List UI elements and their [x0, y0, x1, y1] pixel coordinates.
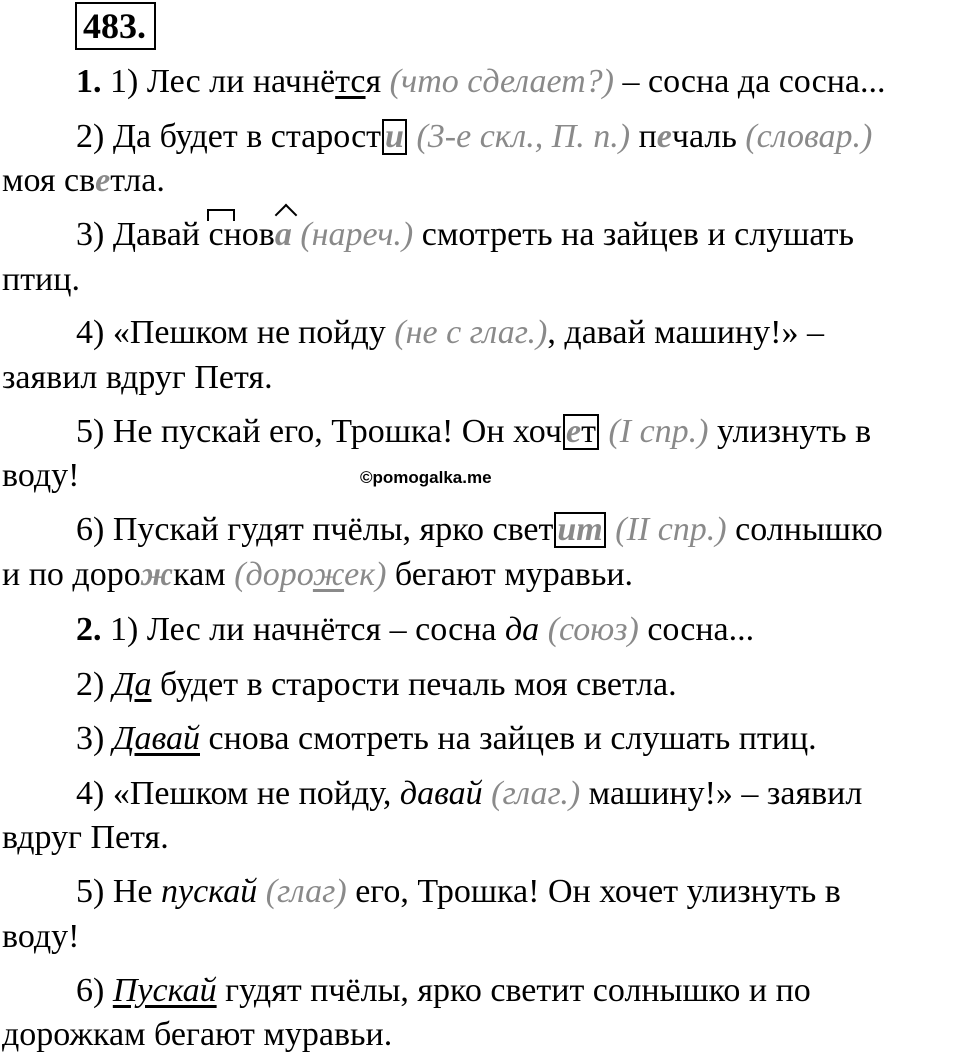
text: «Пешком не: [112, 314, 291, 351]
hint: (глаг.): [491, 775, 581, 812]
text: смотреть на зайцев и слушать: [421, 216, 854, 253]
part1-item3-line1: [76, 215, 854, 255]
underlined-word: Пускай: [112, 972, 217, 1009]
text: солнышко: [735, 511, 883, 548]
hint: (II спр.): [615, 511, 727, 548]
text: я: [365, 63, 382, 100]
text: птиц.: [2, 261, 80, 298]
text: кам: [173, 556, 226, 593]
text: Давай: [112, 216, 201, 253]
text: дорожкам бегают муравьи.: [2, 1016, 393, 1053]
text: снова смотреть на зайцев и слушать птиц.: [208, 720, 817, 757]
part1-label: 1.: [76, 63, 102, 100]
part2-item6-line1: [76, 971, 811, 1011]
hint-text: (доро: [234, 556, 313, 593]
text: Да будет в старост: [112, 118, 382, 155]
item-number: 5): [76, 413, 105, 450]
hint: (глаг): [265, 873, 347, 910]
root-text: снов: [208, 216, 275, 253]
hint-underlined: ж: [312, 556, 345, 593]
part2-item4-line2: [2, 818, 169, 858]
hint-text: ек): [344, 556, 387, 593]
item-number: 4): [76, 314, 105, 351]
orthogram: е: [565, 413, 582, 450]
item-number: 6): [76, 972, 105, 1009]
item-number: 2): [76, 118, 105, 155]
part1-item2-line2: [2, 161, 165, 201]
text: чаль: [671, 118, 737, 155]
part2-label: 2.: [76, 611, 102, 648]
text: Лес ли начнё: [146, 63, 336, 100]
watermark: ©pomogalka.me: [360, 468, 492, 487]
hint: (словар.): [745, 118, 873, 155]
exercise-number: 483.: [75, 2, 156, 50]
boxed-ending: и: [382, 119, 407, 155]
hint: (3-е скл., П. п.): [416, 118, 631, 155]
italic-word: давай: [399, 775, 483, 812]
text: Лес ли начнётся – сосна: [146, 611, 497, 648]
root-mark: [209, 215, 275, 255]
hint: (I спр.): [608, 413, 709, 450]
hint: (нареч.): [300, 216, 414, 253]
hint: (что сделает?): [389, 63, 614, 100]
part2-item5-line2: [2, 917, 79, 957]
text: воду!: [2, 918, 80, 955]
item-number: 5): [76, 873, 105, 910]
text: п: [638, 118, 657, 155]
hint: (не с глаг.): [394, 314, 548, 351]
part2-item2: [76, 665, 677, 705]
text: Пускай гудят пчёлы, ярко свет: [112, 511, 554, 548]
part1-item6-line1: [76, 510, 883, 550]
orthogram: е: [95, 162, 111, 199]
hint: (союз): [547, 611, 639, 648]
text: вдруг Петя.: [2, 819, 169, 856]
item-number: 6): [76, 511, 105, 548]
part2-item3: [76, 719, 817, 759]
text: «Пешком не пойду,: [112, 775, 392, 812]
italic-word: пускай: [160, 873, 258, 910]
text: сосна...: [647, 611, 755, 648]
text: машину!» – заявил: [588, 775, 863, 812]
item-number: 4): [76, 775, 105, 812]
underlined-ending: тс: [335, 63, 366, 100]
text: воду!: [2, 457, 80, 494]
part1-item1: [76, 62, 886, 102]
underlined-word: Да: [112, 666, 152, 703]
part2-item4-line1: [76, 774, 862, 814]
part1-item6-line2: [2, 555, 633, 595]
suffix-mark: а: [274, 216, 292, 253]
hint: [234, 556, 386, 593]
part1-item4-line2: [2, 358, 273, 398]
text: улизнуть в: [717, 413, 872, 450]
part2-item1: [76, 610, 754, 650]
text: заявил вдруг Петя.: [2, 359, 273, 396]
underlined-word: Давай: [112, 720, 200, 757]
item-number: 2): [76, 666, 105, 703]
item-number: 3): [76, 216, 105, 253]
boxed-ending: [563, 414, 599, 450]
text: гудят пчёлы, ярко светит солнышко и по: [225, 972, 811, 1009]
part1-item5-line1: [76, 412, 871, 452]
part1-item2-line1: [76, 117, 872, 157]
orthogram: ж: [140, 556, 174, 593]
part1-item5-line2: [2, 456, 79, 496]
orthogram: е: [656, 118, 672, 155]
text: Не пускай его, Трошка! Он хоч: [112, 413, 562, 450]
text: , давай машину!» –: [547, 314, 824, 351]
text: и по доро: [2, 556, 141, 593]
boxed-ending: ит: [554, 512, 605, 548]
text: – сосна да сосна...: [622, 63, 886, 100]
part1-item4-line1: [76, 313, 824, 353]
root-arc-icon: [207, 209, 235, 221]
part2-item6-line2: [2, 1015, 392, 1055]
text: пойду: [298, 314, 386, 351]
text: его, Трошка! Он хочет улизнуть в: [355, 873, 841, 910]
part1-item3-line2: [2, 260, 80, 300]
italic-word: да: [504, 611, 540, 648]
text: т: [581, 413, 596, 450]
item-number: 1): [110, 611, 139, 648]
part2-item5-line1: [76, 872, 841, 912]
text: бегают муравьи.: [394, 556, 634, 593]
text: Не: [112, 873, 153, 910]
text: тла.: [110, 162, 165, 199]
item-number: 1): [110, 63, 139, 100]
text: моя св: [2, 162, 96, 199]
text: будет в старости печаль моя светла.: [159, 666, 677, 703]
item-number: 3): [76, 720, 105, 757]
